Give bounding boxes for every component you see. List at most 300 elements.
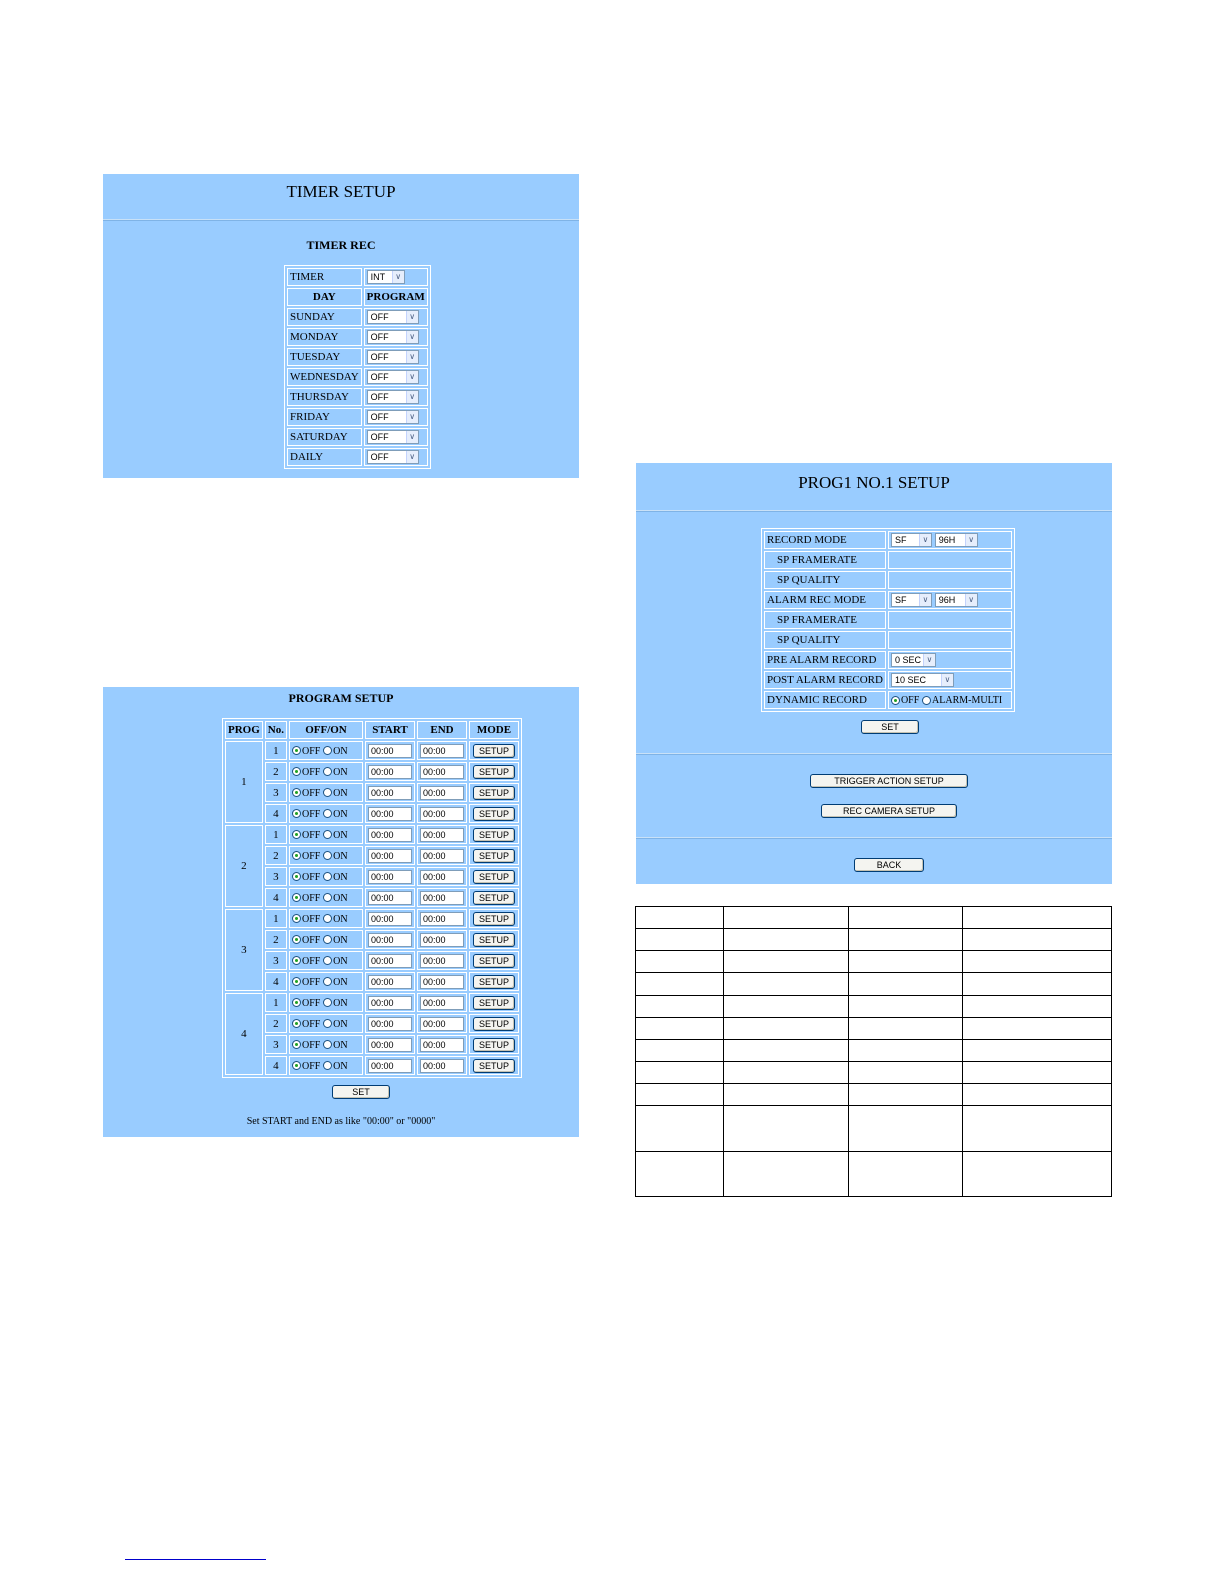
on-label: ON [333,913,348,925]
on-radio[interactable] [323,893,332,902]
off-radio[interactable] [292,788,301,797]
timer-day-row [287,408,428,426]
on-radio[interactable] [323,956,332,965]
row-number: 2 [265,1014,287,1033]
timer-setup-panel [103,174,579,478]
row-setup-button[interactable]: SETUP [473,1059,515,1073]
dynamic-alarm-multi-label: ALARM-MULTI [932,694,1003,706]
day-label: MONDAY [287,328,362,346]
reference-table-row [636,1017,1112,1039]
off-radio[interactable] [292,1061,301,1070]
end-time-input[interactable]: 00:00 [420,891,464,905]
chevron-down-icon: ∨ [965,534,977,546]
chevron-down-icon: ∨ [919,534,931,546]
day-program-value: OFF [370,332,389,342]
chevron-down-icon: ∨ [406,311,418,323]
off-radio[interactable] [292,851,301,860]
reference-table-cell [724,1017,849,1039]
row-setup-button[interactable]: SETUP [473,996,515,1010]
off-label: OFF [301,955,321,967]
off-label: OFF [301,829,321,841]
row-number: 4 [265,888,287,907]
on-label: ON [333,871,348,883]
end-time-input[interactable]: 00:00 [420,954,464,968]
reference-table-cell [962,1039,1111,1061]
col-end: END [417,721,467,739]
col-mode: MODE [469,721,519,739]
day-label: TUESDAY [287,348,362,366]
prog-number: 4 [225,993,263,1075]
reference-table-cell [962,1151,1111,1196]
on-radio[interactable] [323,977,332,986]
dynamic-off-label: OFF [900,694,920,706]
day-program-select[interactable] [367,410,419,424]
program-row [225,1056,519,1075]
reference-table-cell [962,1084,1111,1106]
timer-day-row [287,368,428,386]
dynamic-record-label: DYNAMIC RECORD [764,691,886,709]
end-time-input[interactable]: 00:00 [420,744,464,758]
day-label: SUNDAY [287,308,362,326]
row-number: 2 [265,930,287,949]
reference-table-cell [962,995,1111,1017]
day-program-select[interactable] [367,390,419,404]
program-table [222,718,522,1078]
chevron-down-icon: ∨ [965,594,977,606]
day-program-select[interactable] [367,450,419,464]
day-program-value: OFF [370,372,389,382]
timer-day-row [287,428,428,446]
row-setup-button[interactable]: SETUP [473,933,515,947]
col-prog: PROG [225,721,263,739]
program-row [225,804,519,823]
dynamic-alarm-multi-radio[interactable] [922,696,931,705]
record-hours-value: 96H [938,535,956,545]
on-label: ON [333,766,348,778]
off-radio[interactable] [292,998,301,1007]
alarm-rec-hours-value: 96H [938,595,956,605]
col-no: No. [265,721,287,739]
timer-day-row [287,348,428,366]
trigger-action-setup-button[interactable]: TRIGGER ACTION SETUP [810,774,968,788]
row-setup-button[interactable]: SETUP [473,1038,515,1052]
row-setup-button[interactable]: SETUP [473,1017,515,1031]
off-label: OFF [301,871,321,883]
on-radio[interactable] [323,998,332,1007]
reference-table-cell [636,1106,724,1151]
dynamic-off-radio[interactable] [891,696,900,705]
row-number: 3 [265,783,287,802]
reference-table-cell [636,929,724,951]
reference-table-row [636,1151,1112,1196]
program-row [225,762,519,781]
prog-number: 2 [225,825,263,907]
program-row [225,1035,519,1054]
reference-table-cell [724,995,849,1017]
footer-link-underline [125,1559,266,1560]
day-program-select[interactable] [367,350,419,364]
row-setup-button[interactable]: SETUP [473,807,515,821]
on-label: ON [333,997,348,1009]
timer-select[interactable] [367,270,405,284]
prog1-setup-panel [636,463,1112,884]
end-time-input[interactable]: 00:00 [420,1017,464,1031]
reference-table-cell [962,1061,1111,1083]
timer-table [284,265,431,469]
reference-table-cell [724,973,849,995]
timer-day-row [287,308,428,326]
day-program-select[interactable] [367,330,419,344]
row-number: 4 [265,804,287,823]
row-setup-button[interactable]: SETUP [473,849,515,863]
row-setup-button[interactable]: SETUP [473,870,515,884]
on-label: ON [333,955,348,967]
on-radio[interactable] [323,746,332,755]
program-row [225,909,519,928]
on-radio[interactable] [323,851,332,860]
reference-table-cell [848,951,962,973]
chevron-down-icon: ∨ [406,371,418,383]
reference-table-cell [636,1017,724,1039]
col-start: START [365,721,415,739]
row-number: 2 [265,762,287,781]
start-time-input[interactable]: 00:00 [368,828,412,842]
end-time-input[interactable]: 00:00 [420,786,464,800]
post-alarm-select[interactable] [891,673,954,687]
reference-table-row [636,1061,1112,1083]
divider [636,510,1112,512]
row-setup-button[interactable]: SETUP [473,744,515,758]
alarm-rec-mode-select[interactable] [891,593,932,607]
prog-number: 1 [225,741,263,823]
end-time-input[interactable]: 00:00 [420,1059,464,1073]
program-row [225,930,519,949]
off-label: OFF [301,1018,321,1030]
off-radio[interactable] [292,872,301,881]
alarm-rec-mode-value: SF [894,595,907,605]
reference-table-cell [848,995,962,1017]
timer-setup-title: TIMER SETUP [286,182,396,201]
day-program-value: OFF [370,392,389,402]
row-number: 3 [265,867,287,886]
program-row [225,972,519,991]
day-program-value: OFF [370,312,389,322]
day-program-value: OFF [370,412,389,422]
timer-rec-heading: TIMER REC [306,238,376,252]
off-label: OFF [301,997,321,1009]
reference-table-cell [962,951,1111,973]
off-label: OFF [301,808,321,820]
pre-alarm-value: 0 SEC [894,655,921,665]
divider [636,753,1112,755]
row-number: 3 [265,951,287,970]
record-mode-select[interactable] [891,533,932,547]
reference-table-cell [962,973,1111,995]
program-row [225,825,519,844]
on-label: ON [333,1039,348,1051]
off-radio[interactable] [292,767,301,776]
off-label: OFF [301,892,321,904]
off-label: OFF [301,934,321,946]
chevron-down-icon: ∨ [392,271,404,283]
off-radio[interactable] [292,830,301,839]
row-number: 1 [265,993,287,1012]
on-label: ON [333,1060,348,1072]
start-time-input[interactable]: 00:00 [368,1059,412,1073]
col-program: PROGRAM [364,288,428,306]
off-radio[interactable] [292,914,301,923]
chevron-down-icon: ∨ [406,431,418,443]
on-radio[interactable] [323,1019,332,1028]
on-radio[interactable] [323,809,332,818]
end-time-input[interactable]: 00:00 [420,765,464,779]
reference-table-cell [724,951,849,973]
chevron-down-icon: ∨ [919,594,931,606]
program-row [225,993,519,1012]
reference-table-cell [848,1151,962,1196]
off-label: OFF [301,787,321,799]
reference-table-cell [962,907,1111,929]
day-program-select[interactable] [367,310,419,324]
col-day: DAY [287,288,362,306]
row-number: 1 [265,909,287,928]
alarm-rec-mode-label: ALARM REC MODE [764,591,886,609]
prog1-set-button[interactable]: SET [861,720,919,734]
row-number: 4 [265,972,287,991]
off-label: OFF [301,913,321,925]
chevron-down-icon: ∨ [406,351,418,363]
reference-table-row [636,973,1112,995]
on-label: ON [333,850,348,862]
on-radio[interactable] [323,872,332,881]
reference-table-cell [848,973,962,995]
day-label: DAILY [287,448,362,466]
reference-table-cell [724,929,849,951]
day-program-select[interactable] [367,370,419,384]
reference-table-cell [848,1061,962,1083]
day-label: WEDNESDAY [287,368,362,386]
off-label: OFF [301,745,321,757]
row-setup-button[interactable]: SETUP [473,765,515,779]
reference-table-row [636,951,1112,973]
reference-table-cell [848,1017,962,1039]
off-label: OFF [301,766,321,778]
row-setup-button[interactable]: SETUP [473,912,515,926]
on-label: ON [333,745,348,757]
back-button[interactable]: BACK [854,858,924,872]
start-time-input[interactable]: 00:00 [368,1017,412,1031]
row-number: 1 [265,825,287,844]
row-setup-button[interactable]: SETUP [473,891,515,905]
program-row [225,741,519,760]
program-set-button[interactable]: SET [332,1085,390,1099]
reference-table-cell [848,907,962,929]
on-radio[interactable] [323,830,332,839]
reference-table-row [636,1084,1112,1106]
start-time-input[interactable]: 00:00 [368,891,412,905]
off-label: OFF [301,1039,321,1051]
program-row [225,867,519,886]
divider [103,219,579,221]
rec-camera-setup-button[interactable]: REC CAMERA SETUP [821,804,957,818]
start-time-input[interactable]: 00:00 [368,870,412,884]
post-alarm-value: 10 SEC [894,675,926,685]
chevron-down-icon: ∨ [923,654,935,666]
record-mode-value: SF [894,535,907,545]
pre-alarm-select[interactable] [891,653,936,667]
timer-day-row [287,388,428,406]
day-program-value: OFF [370,432,389,442]
chevron-down-icon: ∨ [406,411,418,423]
on-radio[interactable] [323,1040,332,1049]
reference-table-cell [724,1151,849,1196]
end-time-input[interactable]: 00:00 [420,1038,464,1052]
on-label: ON [333,1018,348,1030]
reference-table-cell [636,951,724,973]
day-label: THURSDAY [287,388,362,406]
sp-framerate-label: SP FRAMERATE [764,551,886,569]
reference-table-cell [724,1061,849,1083]
reference-table-row [636,995,1112,1017]
off-label: OFF [301,1060,321,1072]
program-row [225,846,519,865]
day-program-select[interactable] [367,430,419,444]
on-radio[interactable] [323,935,332,944]
off-radio[interactable] [292,746,301,755]
pre-alarm-label: PRE ALARM RECORD [764,651,886,669]
reference-table-row [636,929,1112,951]
end-time-input[interactable]: 00:00 [420,849,464,863]
start-time-input[interactable]: 00:00 [368,849,412,863]
empty-reference-table [635,906,1112,1197]
program-row [225,783,519,802]
row-setup-button[interactable]: SETUP [473,828,515,842]
end-time-input[interactable]: 00:00 [420,870,464,884]
chevron-down-icon: ∨ [941,674,953,686]
post-alarm-label: POST ALARM RECORD [764,671,886,689]
on-label: ON [333,829,348,841]
start-time-input[interactable]: 00:00 [368,996,412,1010]
reference-table-row [636,1039,1112,1061]
on-label: ON [333,934,348,946]
off-radio[interactable] [292,809,301,818]
end-time-input[interactable]: 00:00 [420,807,464,821]
reference-table-row [636,907,1112,929]
reference-table-cell [724,1039,849,1061]
start-time-input[interactable]: 00:00 [368,765,412,779]
on-label: ON [333,787,348,799]
record-hours-select[interactable] [935,533,978,547]
reference-table-cell [636,973,724,995]
off-radio[interactable] [292,1019,301,1028]
reference-table-cell [848,1039,962,1061]
off-radio[interactable] [292,956,301,965]
reference-table-cell [724,1106,849,1151]
program-setup-panel [103,687,579,1137]
program-row [225,1014,519,1033]
off-radio[interactable] [292,977,301,986]
end-time-input[interactable]: 00:00 [420,996,464,1010]
day-label: SATURDAY [287,428,362,446]
reference-table-cell [636,1084,724,1106]
end-time-input[interactable]: 00:00 [420,912,464,926]
on-label: ON [333,976,348,988]
on-radio[interactable] [323,767,332,776]
prog-number: 3 [225,909,263,991]
reference-table-cell [636,1039,724,1061]
start-time-input[interactable]: 00:00 [368,786,412,800]
end-time-input[interactable]: 00:00 [420,933,464,947]
start-time-input[interactable]: 00:00 [368,744,412,758]
reference-table-cell [636,907,724,929]
reference-table-cell [724,1084,849,1106]
day-program-value: OFF [370,452,389,462]
reference-table-cell [724,907,849,929]
reference-table-cell [636,1061,724,1083]
row-setup-button[interactable]: SETUP [473,975,515,989]
reference-table-cell [636,1151,724,1196]
on-radio[interactable] [323,914,332,923]
start-time-input[interactable]: 00:00 [368,933,412,947]
sp-framerate-label-2: SP FRAMERATE [764,611,886,629]
reference-table-cell [962,929,1111,951]
reference-table-cell [848,929,962,951]
timer-label: TIMER [287,268,362,286]
on-radio[interactable] [323,788,332,797]
row-number: 4 [265,1056,287,1075]
reference-table-cell [962,1106,1111,1151]
off-radio[interactable] [292,1040,301,1049]
timer-select-value: INT [370,272,386,282]
timer-day-row [287,328,428,346]
program-setup-note: Set START and END as like "00:00" or "0000" [246,1116,436,1127]
off-radio[interactable] [292,893,301,902]
row-number: 3 [265,1035,287,1054]
start-time-input[interactable]: 00:00 [368,975,412,989]
reference-table-row [636,1106,1112,1151]
alarm-rec-hours-select[interactable] [935,593,978,607]
reference-table-cell [962,1017,1111,1039]
reference-table-cell [848,1106,962,1151]
end-time-input[interactable]: 00:00 [420,975,464,989]
row-setup-button[interactable]: SETUP [473,786,515,800]
program-row [225,951,519,970]
off-label: OFF [301,850,321,862]
on-label: ON [333,892,348,904]
end-time-input[interactable]: 00:00 [420,828,464,842]
chevron-down-icon: ∨ [406,331,418,343]
off-label: OFF [301,976,321,988]
prog1-settings-table [761,528,1015,712]
start-time-input[interactable]: 00:00 [368,1038,412,1052]
prog1-setup-title: PROG1 NO.1 SETUP [798,473,950,492]
sp-quality-label-2: SP QUALITY [764,631,886,649]
start-time-input[interactable]: 00:00 [368,807,412,821]
on-radio[interactable] [323,1061,332,1070]
timer-day-row [287,448,428,466]
program-setup-title: PROGRAM SETUP [288,691,394,705]
start-time-input[interactable]: 00:00 [368,912,412,926]
off-radio[interactable] [292,935,301,944]
divider [636,837,1112,839]
row-number: 2 [265,846,287,865]
row-setup-button[interactable]: SETUP [473,954,515,968]
col-offon: OFF/ON [289,721,363,739]
chevron-down-icon: ∨ [406,451,418,463]
program-row [225,888,519,907]
start-time-input[interactable]: 00:00 [368,954,412,968]
day-program-value: OFF [370,352,389,362]
